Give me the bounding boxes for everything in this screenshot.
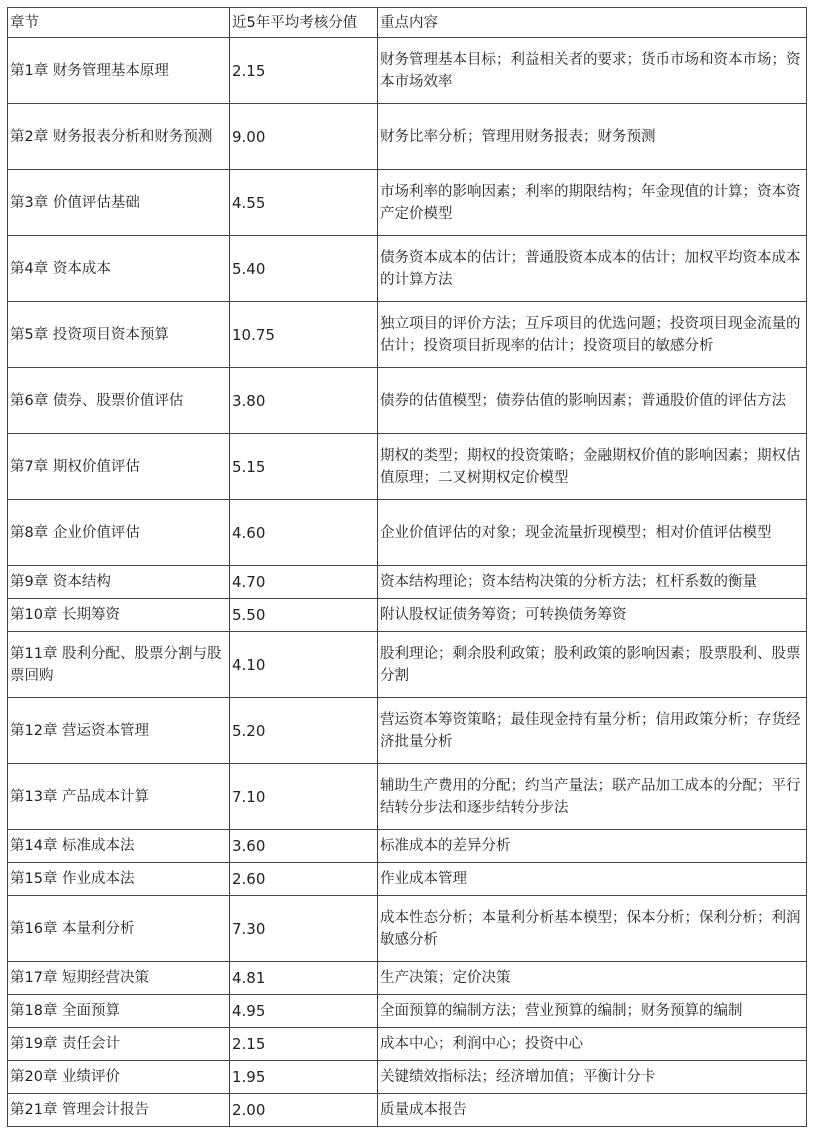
score-cell: 4.10 [230, 632, 378, 698]
score-cell: 5.15 [230, 434, 378, 500]
table-row [8, 434, 807, 500]
content-cell: 股利理论；剩余股利政策；股利政策的影响因素；股票股利、股票分割 [378, 632, 807, 698]
content-cell: 财务比率分析；管理用财务报表；财务预测 [378, 104, 807, 170]
chapter-cell: 第21章 管理会计报告 [8, 1094, 230, 1127]
score-cell: 2.15 [230, 38, 378, 104]
chapter-cell: 第11章 股利分配、股票分割与股票回购 [8, 632, 230, 698]
chapter-cell: 第8章 企业价值评估 [8, 500, 230, 566]
chapter-cell: 第9章 资本结构 [8, 566, 230, 599]
chapter-cell: 第10章 长期筹资 [8, 599, 230, 632]
table-row [8, 170, 807, 236]
header-content: 重点内容 [378, 8, 807, 38]
score-cell: 1.95 [230, 1061, 378, 1094]
chapter-cell: 第5章 投资项目资本预算 [8, 302, 230, 368]
content-cell: 质量成本报告 [378, 1094, 807, 1127]
table-row [8, 830, 807, 863]
table-row [8, 1094, 807, 1127]
content-cell: 生产决策；定价决策 [378, 962, 807, 995]
chapter-cell: 第15章 作业成本法 [8, 863, 230, 896]
table-row [8, 962, 807, 995]
content-cell: 辅助生产费用的分配；约当产量法；联产品加工成本的分配；平行结转分步法和逐步结转分步法 [378, 764, 807, 830]
content-cell: 资本结构理论；资本结构决策的分析方法；杠杆系数的衡量 [378, 566, 807, 599]
content-cell: 债务资本成本的估计；普通股资本成本的估计；加权平均资本成本的计算方法 [378, 236, 807, 302]
chapter-score-table [7, 7, 807, 1127]
table-row [8, 368, 807, 434]
score-cell: 4.55 [230, 170, 378, 236]
content-cell: 市场利率的影响因素；利率的期限结构；年金现值的计算；资本资产定价模型 [378, 170, 807, 236]
content-cell: 关键绩效指标法；经济增加值；平衡计分卡 [378, 1061, 807, 1094]
score-cell: 4.60 [230, 500, 378, 566]
table-row [8, 1028, 807, 1061]
score-cell: 2.00 [230, 1094, 378, 1127]
content-cell: 独立项目的评价方法；互斥项目的优选问题；投资项目现金流量的估计；投资项目折现率的估计；投资项目的敏感分析 [378, 302, 807, 368]
table-row [8, 1061, 807, 1094]
score-cell: 10.75 [230, 302, 378, 368]
table-row [8, 236, 807, 302]
content-cell: 成本性态分析；本量利分析基本模型；保本分析；保利分析；利润敏感分析 [378, 896, 807, 962]
chapter-cell: 第18章 全面预算 [8, 995, 230, 1028]
chapter-cell: 第1章 财务管理基本原理 [8, 38, 230, 104]
score-cell: 3.80 [230, 368, 378, 434]
chapter-cell: 第12章 营运资本管理 [8, 698, 230, 764]
chapter-cell: 第4章 资本成本 [8, 236, 230, 302]
header-chapter: 章节 [8, 8, 230, 38]
score-cell: 5.50 [230, 599, 378, 632]
header-row [8, 8, 807, 38]
content-cell: 债券的估值模型；债券估值的影响因素；普通股价值的评估方法 [378, 368, 807, 434]
table-row [8, 863, 807, 896]
chapter-cell: 第3章 价值评估基础 [8, 170, 230, 236]
chapter-cell: 第6章 债券、股票价值评估 [8, 368, 230, 434]
chapter-cell: 第13章 产品成本计算 [8, 764, 230, 830]
table-row [8, 632, 807, 698]
header-score: 近5年平均考核分值 [230, 8, 378, 38]
content-cell: 附认股权证债务筹资；可转换债务筹资 [378, 599, 807, 632]
score-cell: 7.30 [230, 896, 378, 962]
score-cell: 4.81 [230, 962, 378, 995]
table-row [8, 764, 807, 830]
table-row [8, 599, 807, 632]
chapter-cell: 第17章 短期经营决策 [8, 962, 230, 995]
content-cell: 企业价值评估的对象；现金流量折现模型；相对价值评估模型 [378, 500, 807, 566]
score-cell: 9.00 [230, 104, 378, 170]
table-row [8, 896, 807, 962]
score-cell: 5.20 [230, 698, 378, 764]
table-row [8, 104, 807, 170]
chapter-cell: 第7章 期权价值评估 [8, 434, 230, 500]
content-cell: 全面预算的编制方法；营业预算的编制；财务预算的编制 [378, 995, 807, 1028]
table-row [8, 698, 807, 764]
chapter-cell: 第14章 标准成本法 [8, 830, 230, 863]
chapter-cell: 第20章 业绩评价 [8, 1061, 230, 1094]
score-cell: 4.70 [230, 566, 378, 599]
content-cell: 期权的类型；期权的投资策略；金融期权价值的影响因素；期权估值原理；二叉树期权定价模型 [378, 434, 807, 500]
table-body [8, 8, 807, 1127]
content-cell: 标准成本的差异分析 [378, 830, 807, 863]
table-row [8, 38, 807, 104]
chapter-cell: 第16章 本量利分析 [8, 896, 230, 962]
score-cell: 5.40 [230, 236, 378, 302]
chapter-cell: 第19章 责任会计 [8, 1028, 230, 1061]
score-cell: 2.15 [230, 1028, 378, 1061]
chapter-cell: 第2章 财务报表分析和财务预测 [8, 104, 230, 170]
table-row [8, 500, 807, 566]
content-cell: 财务管理基本目标；利益相关者的要求；货币市场和资本市场；资本市场效率 [378, 38, 807, 104]
score-cell: 4.95 [230, 995, 378, 1028]
table-row [8, 302, 807, 368]
content-cell: 作业成本管理 [378, 863, 807, 896]
score-cell: 3.60 [230, 830, 378, 863]
score-cell: 2.60 [230, 863, 378, 896]
score-cell: 7.10 [230, 764, 378, 830]
table-row [8, 566, 807, 599]
table-row [8, 995, 807, 1028]
content-cell: 成本中心；利润中心；投资中心 [378, 1028, 807, 1061]
content-cell: 营运资本筹资策略；最佳现金持有量分析；信用政策分析；存货经济批量分析 [378, 698, 807, 764]
